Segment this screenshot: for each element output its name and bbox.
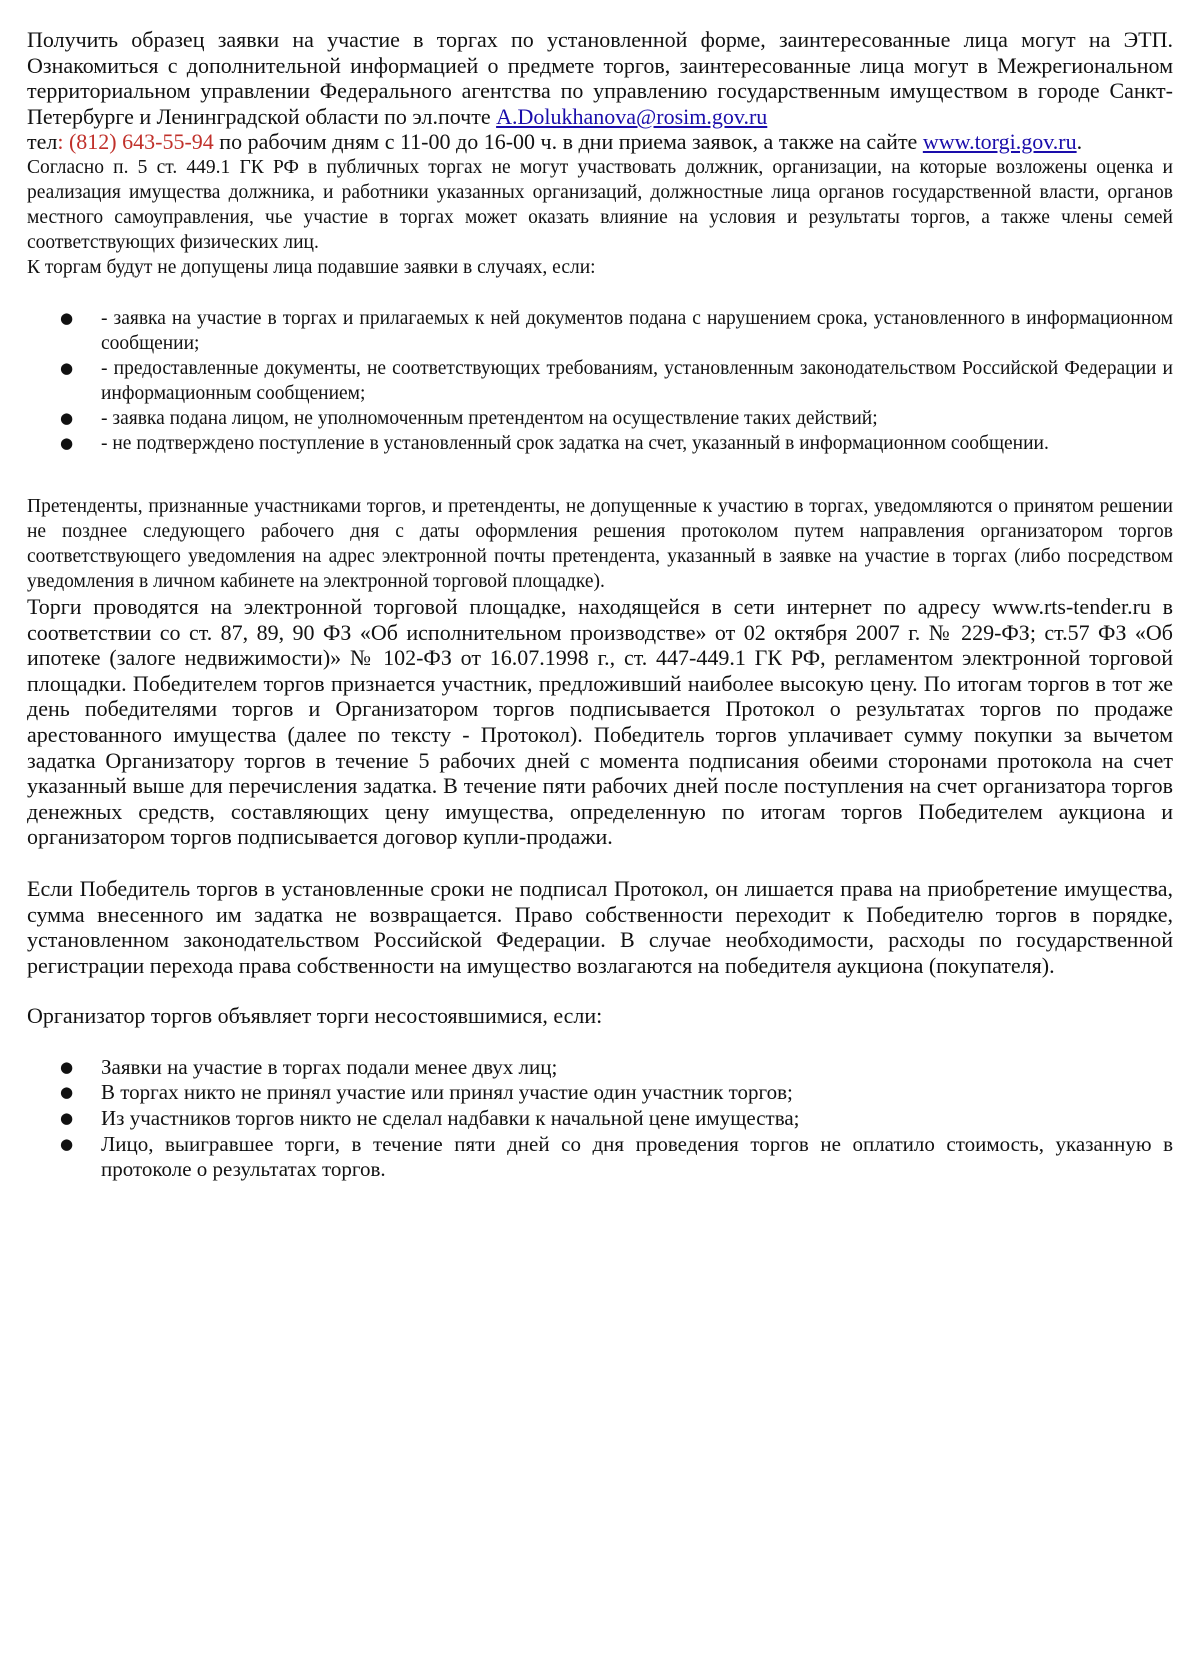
paragraph-text: . (1076, 129, 1083, 155)
list-item: ● - заявка подана лицом, не уполномоченным претендентом на осуществление таких действий; (60, 407, 878, 429)
paragraph-text: по рабочим дням с 11-00 до 16-00 ч. в дни приема заявок, а также на сайте (213, 129, 923, 155)
bullet: ● (60, 433, 74, 452)
list-item: ● - предоставленные документы, не соответствующих требованиям, установленным законодательством Российской Федерации и информационным сообщением; (60, 357, 1173, 404)
list-item: ● - заявка на участие в торгах и прилагаемых к ней документов подана с нарушением срока, установленного в информационном сообщении; (60, 307, 1173, 354)
tel-colon: : (57, 129, 69, 155)
bullet: ● (60, 1109, 74, 1128)
paragraph-failed-auction-intro: Организатор торгов объявляет торги несостоявшимися, если: (27, 1003, 603, 1029)
paragraph-rejection-intro: К торгам будут не допущены лица подавшие заявки в случаях, если: (27, 256, 596, 278)
list-item: ● Заявки на участие в торгах подали менее двух лиц; (60, 1054, 558, 1079)
paragraph-application-sample (27, 27, 1173, 155)
paragraph-notification: Претенденты, признанные участниками торгов, и претенденты, не допущенные к участию в торгах, уведомляются о принятом решении не позднее следующего рабочего дня с даты оформления решения протоколом путем направления организатором торгов соответствующего уведомления на адрес электронной почты претендента, указанный в заявке на участие в торгах (либо посредством уведомления в личном кабинете на электронной торговой площадке). (27, 495, 1173, 592)
paragraph-text: Получить образец заявки на участие в торгах по установленной форме, заинтересованные лица могут на ЭТП. Ознакомиться с дополнительной информацией о предмете торгов, заинтересованные лица могут в Межрегиональном территориальном управлении Федерального агентства по управлению государственным имуществом в городе Санкт-Петербурге и Ленинградской области по эл.почте (27, 27, 1173, 129)
paragraph-winner-obligations: Если Победитель торгов в установленные сроки не подписал Протокол, он лишается права на приобретение имущества, сумма внесенного им задатка не возвращается. Право собственности переходит к Победителю торгов в порядке, установленном законодательством Российской Федерации. В случае необходимости, расходы по государственной регистрации перехода права собственности на имущество возлагаются на победителя аукциона (покупателя). (27, 875, 1173, 978)
list-item: ● В торгах никто не принял участие или принял участие один участник торгов; (60, 1080, 793, 1105)
bullet: ● (60, 1057, 74, 1076)
torgi-site-link[interactable]: www.torgi.gov.ru (922, 129, 1077, 155)
list-item: ● Из участников торгов никто не сделал надбавки к начальной цене имущества; (60, 1106, 800, 1131)
failure-conditions-list (27, 1055, 1173, 1183)
paragraph-auction-procedure: Торги проводятся на электронной торговой площадке, находящейся в сети интернет по адресу www.rts-tender.ru в соответствии со ст. 87, 89, 90 ФЗ «Об исполнительном производстве» от 02 октября 2007 г. № 229-ФЗ; ст.57 ФЗ «Об ипотеке (залоге недвижимости)» № 102-ФЗ от 16.07.1998 г., ст. 447-449.1 ГК РФ, регламентом электронной торговой площадки. Победителем торгов признается участник, предложивший наиболее высокую цену. По итогам торгов в тот же день победителями торгов и Организатором торгов подписывается Протокол о результатах торгов по продаже арестованного имущества (далее по тексту - Протокол). Победитель торгов уплачивает сумму покупки за вычетом задатка Организатору торгов в течение 5 рабочих дней с момента подписания обеими сторонами протокола на счет указанный выше для перечисления задатка. В течение пяти рабочих дней после поступления на счет организатора торгов денежных средств, составляющих цену имущества, определенную по итогам торгов Победителем аукциона и организатором торгов подписывается договор купли-продажи. (27, 593, 1173, 850)
document-body (27, 27, 1173, 1183)
bullet: ● (60, 1134, 74, 1153)
rejection-reasons-list (27, 306, 1173, 456)
bullet: ● (60, 1083, 74, 1102)
phone-number: (812) 643-55-94 (68, 129, 214, 155)
bullet: ● (60, 358, 74, 377)
paragraph-participation-restrictions: Согласно п. 5 ст. 449.1 ГК РФ в публичных торгах не могут участвовать должник, организации, на которые возложены оценка и реализация имущества должника, и работники указанных организаций, должностные лица органов государственной власти, органов местного самоуправления, чье участие в торгах может оказать влияние на условия и результаты торгов, а также члены семей соответствующих физических лиц. (27, 156, 1173, 253)
bullet: ● (60, 408, 74, 427)
email-link[interactable]: A.Dolukhanova@rosim.gov.ru (496, 103, 768, 129)
list-item: ● Лицо, выигравшее торги, в течение пяти дней со дня проведения торгов не оплатило стоимость, указанную в протоколе о результатах торгов. (60, 1131, 1173, 1182)
tel-label: тел (27, 129, 58, 155)
list-item: ● - не подтверждено поступление в установленный срок задатка на счет, указанный в информационном сообщении. (60, 432, 1049, 454)
bullet: ● (60, 308, 74, 327)
